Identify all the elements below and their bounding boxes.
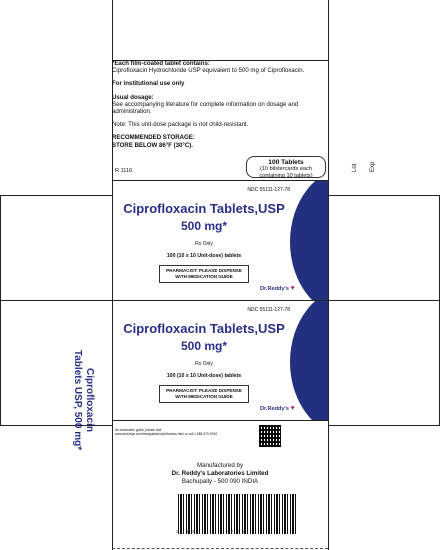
- barcode-number: 3 55111 12778: [176, 530, 249, 534]
- storage-text: STORE BELOW 86°F (30°C).: [112, 141, 193, 149]
- reference-code: R 1116: [115, 168, 133, 174]
- tablet-count-detail: (10 blistercards each containing 10 tablets): [259, 166, 313, 179]
- brand-heart-icon: ♥: [290, 285, 295, 292]
- tablet-count-box: [246, 156, 326, 178]
- medguide-info: for medication guide, please visit www.drreddys.com/medguides/ciprofloxacin.html or call 1-888-375-3784: [115, 428, 217, 436]
- front-panel-secondary: [112, 301, 328, 420]
- brand-logo: [260, 405, 295, 412]
- front-panel-primary: [112, 181, 328, 300]
- side-flap-top-left: [0, 195, 112, 196]
- dosage-heading: Usual dosage:: [112, 93, 154, 101]
- child-resistant-note: Note: This unit-dose package is not child-resistant.: [112, 121, 249, 129]
- pack-size: 100 (10 x 10 Unit-dose) tablets: [166, 373, 242, 379]
- contains-text: Ciprofloxacin Hydrochloride USP equivalent to 500 mg of Ciprofloxacin.: [112, 67, 305, 75]
- contains-heading: *Each film-coated tablet contains:: [112, 60, 210, 67]
- rx-only: Rx Only: [195, 241, 213, 247]
- qr-code-icon: [259, 425, 281, 447]
- product-strength: 500 mg*: [180, 339, 228, 353]
- pharmacist-notice: PHARMACIST: PLEASE DISPENSE WITH MEDICATION GUIDE: [159, 265, 249, 283]
- side-flap-bottom-right: [328, 425, 440, 426]
- ndc-number: NDC 55111-127-78: [247, 307, 290, 313]
- product-strength: 500 mg*: [180, 219, 228, 233]
- tablet-count: 100 Tablets: [268, 159, 304, 166]
- brand-name: Dr.Reddy's: [260, 286, 289, 292]
- product-title: Ciprofloxacin Tablets,USP: [123, 321, 285, 336]
- side-panel-label: [71, 330, 95, 470]
- flap-edge-left: [112, 0, 113, 60]
- bottom-cut-line: [112, 548, 328, 549]
- side-product-name: Ciprofloxacin: [84, 368, 95, 432]
- brand-logo: [260, 285, 295, 292]
- mfg-line-2: Dr. Reddy's Laboratories Limited: [171, 470, 269, 477]
- pharmacist-notice: PHARMACIST: PLEASE DISPENSE WITH MEDICATION GUIDE: [159, 385, 249, 403]
- lot-label: Lot: [352, 163, 358, 172]
- product-title: Ciprofloxacin Tablets,USP: [123, 201, 285, 216]
- side-flap-top-right: [328, 195, 440, 196]
- brand-heart-icon: ♥: [290, 405, 295, 412]
- side-flap-left-edge: [0, 195, 1, 425]
- institutional-use: For institutional use only: [112, 80, 185, 88]
- brand-name: Dr.Reddy's: [260, 406, 289, 412]
- side-product-strength: Tablets USP, 500 mg*: [72, 349, 83, 451]
- fold-3: [112, 420, 328, 421]
- mfg-line-3: Bachupally - 500 090 INDIA: [181, 478, 259, 485]
- dosage-text: See accompanying literature for complete information on dosage and administration.: [112, 100, 299, 116]
- manufacturer-block: [112, 462, 328, 486]
- ndc-number: NDC 55111-127-78: [247, 187, 290, 193]
- mfg-line-1: Manufactured by: [196, 462, 244, 469]
- rx-only: Rx Only: [195, 361, 213, 367]
- flap-edge-right: [328, 0, 329, 60]
- exp-label: Exp: [370, 161, 376, 172]
- info-panel: [112, 60, 332, 149]
- pack-size: 100 (10 x 10 Unit-dose) tablets: [166, 253, 242, 259]
- barcode-icon: [178, 494, 298, 534]
- side-flap-bottom-left: [0, 425, 112, 426]
- storage-heading: RECOMMENDED STORAGE:: [112, 134, 195, 142]
